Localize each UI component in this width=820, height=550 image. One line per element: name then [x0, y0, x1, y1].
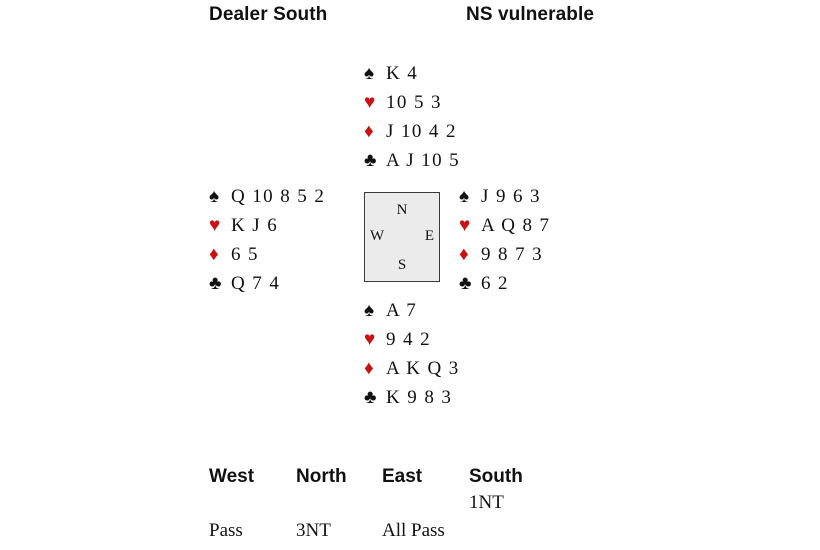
north-spades-row [364, 59, 460, 88]
west-clubs-row [209, 269, 325, 298]
west-diamonds-row [209, 240, 325, 269]
compass-east-label: E [424, 228, 434, 244]
south-spades-row [364, 296, 460, 325]
west-hand [209, 182, 325, 298]
south-diamonds-cards: A K Q 3 [386, 358, 460, 379]
north-hearts-cards: 10 5 3 [386, 92, 442, 113]
diamond-icon: ♦ [364, 358, 374, 379]
diamond-icon: ♦ [209, 244, 219, 265]
east-spades-row [459, 182, 550, 211]
north-clubs-row [364, 146, 460, 175]
north-hand [364, 59, 460, 175]
auction-header-south: South [469, 466, 523, 487]
compass-south-label: S [397, 257, 407, 273]
west-spades-cards: Q 10 8 5 2 [231, 186, 326, 207]
east-hearts-cards: A Q 8 7 [481, 215, 551, 236]
north-diamonds-row [364, 117, 460, 146]
east-spades-cards: J 9 6 3 [481, 186, 541, 207]
spade-icon: ♠ [364, 300, 375, 321]
auction-bid-r1-south: 1NT [469, 492, 504, 513]
east-hand [459, 182, 550, 298]
north-diamonds-cards: J 10 4 2 [386, 121, 457, 142]
north-clubs-cards: A J 10 5 [386, 150, 461, 171]
club-icon: ♣ [364, 150, 377, 171]
auction-bid-r2-east: All Pass [382, 520, 445, 541]
south-spades-cards: A 7 [386, 300, 418, 321]
compass-box [364, 192, 440, 282]
west-hearts-row [209, 211, 325, 240]
vulnerability-label: NS vulnerable [466, 4, 595, 25]
west-hearts-cards: K J 6 [231, 215, 279, 236]
spade-icon: ♠ [209, 186, 220, 207]
south-hand [364, 296, 460, 412]
west-diamonds-cards: 6 5 [231, 244, 259, 265]
heart-icon: ♥ [459, 215, 471, 236]
east-diamonds-cards: 9 8 7 3 [481, 244, 544, 265]
auction-header-north: North [296, 466, 347, 487]
east-clubs-row [459, 269, 550, 298]
east-clubs-cards: 6 2 [481, 273, 509, 294]
spade-icon: ♠ [364, 63, 375, 84]
west-spades-row [209, 182, 325, 211]
heart-icon: ♥ [364, 92, 376, 113]
diamond-icon: ♦ [364, 121, 374, 142]
south-hearts-row [364, 325, 460, 354]
auction-bid-r2-north: 3NT [296, 520, 331, 541]
club-icon: ♣ [364, 387, 377, 408]
north-spades-cards: K 4 [386, 63, 419, 84]
east-hearts-row [459, 211, 550, 240]
north-hearts-row [364, 88, 460, 117]
club-icon: ♣ [209, 273, 222, 294]
south-clubs-cards: K 9 8 3 [386, 387, 453, 408]
auction-header-west: West [209, 466, 255, 487]
auction-header-east: East [382, 466, 423, 487]
south-clubs-row [364, 383, 460, 412]
compass-west-label: W [370, 228, 385, 244]
west-clubs-cards: Q 7 4 [231, 273, 281, 294]
diamond-icon: ♦ [459, 244, 469, 265]
south-hearts-cards: 9 4 2 [386, 329, 431, 350]
auction-bid-r2-west: Pass [209, 520, 243, 541]
south-diamonds-row [364, 354, 460, 383]
compass-north-label: N [396, 202, 408, 218]
spade-icon: ♠ [459, 186, 470, 207]
heart-icon: ♥ [364, 329, 376, 350]
club-icon: ♣ [459, 273, 472, 294]
dealer-label: Dealer South [209, 4, 328, 25]
east-diamonds-row [459, 240, 550, 269]
heart-icon: ♥ [209, 215, 221, 236]
